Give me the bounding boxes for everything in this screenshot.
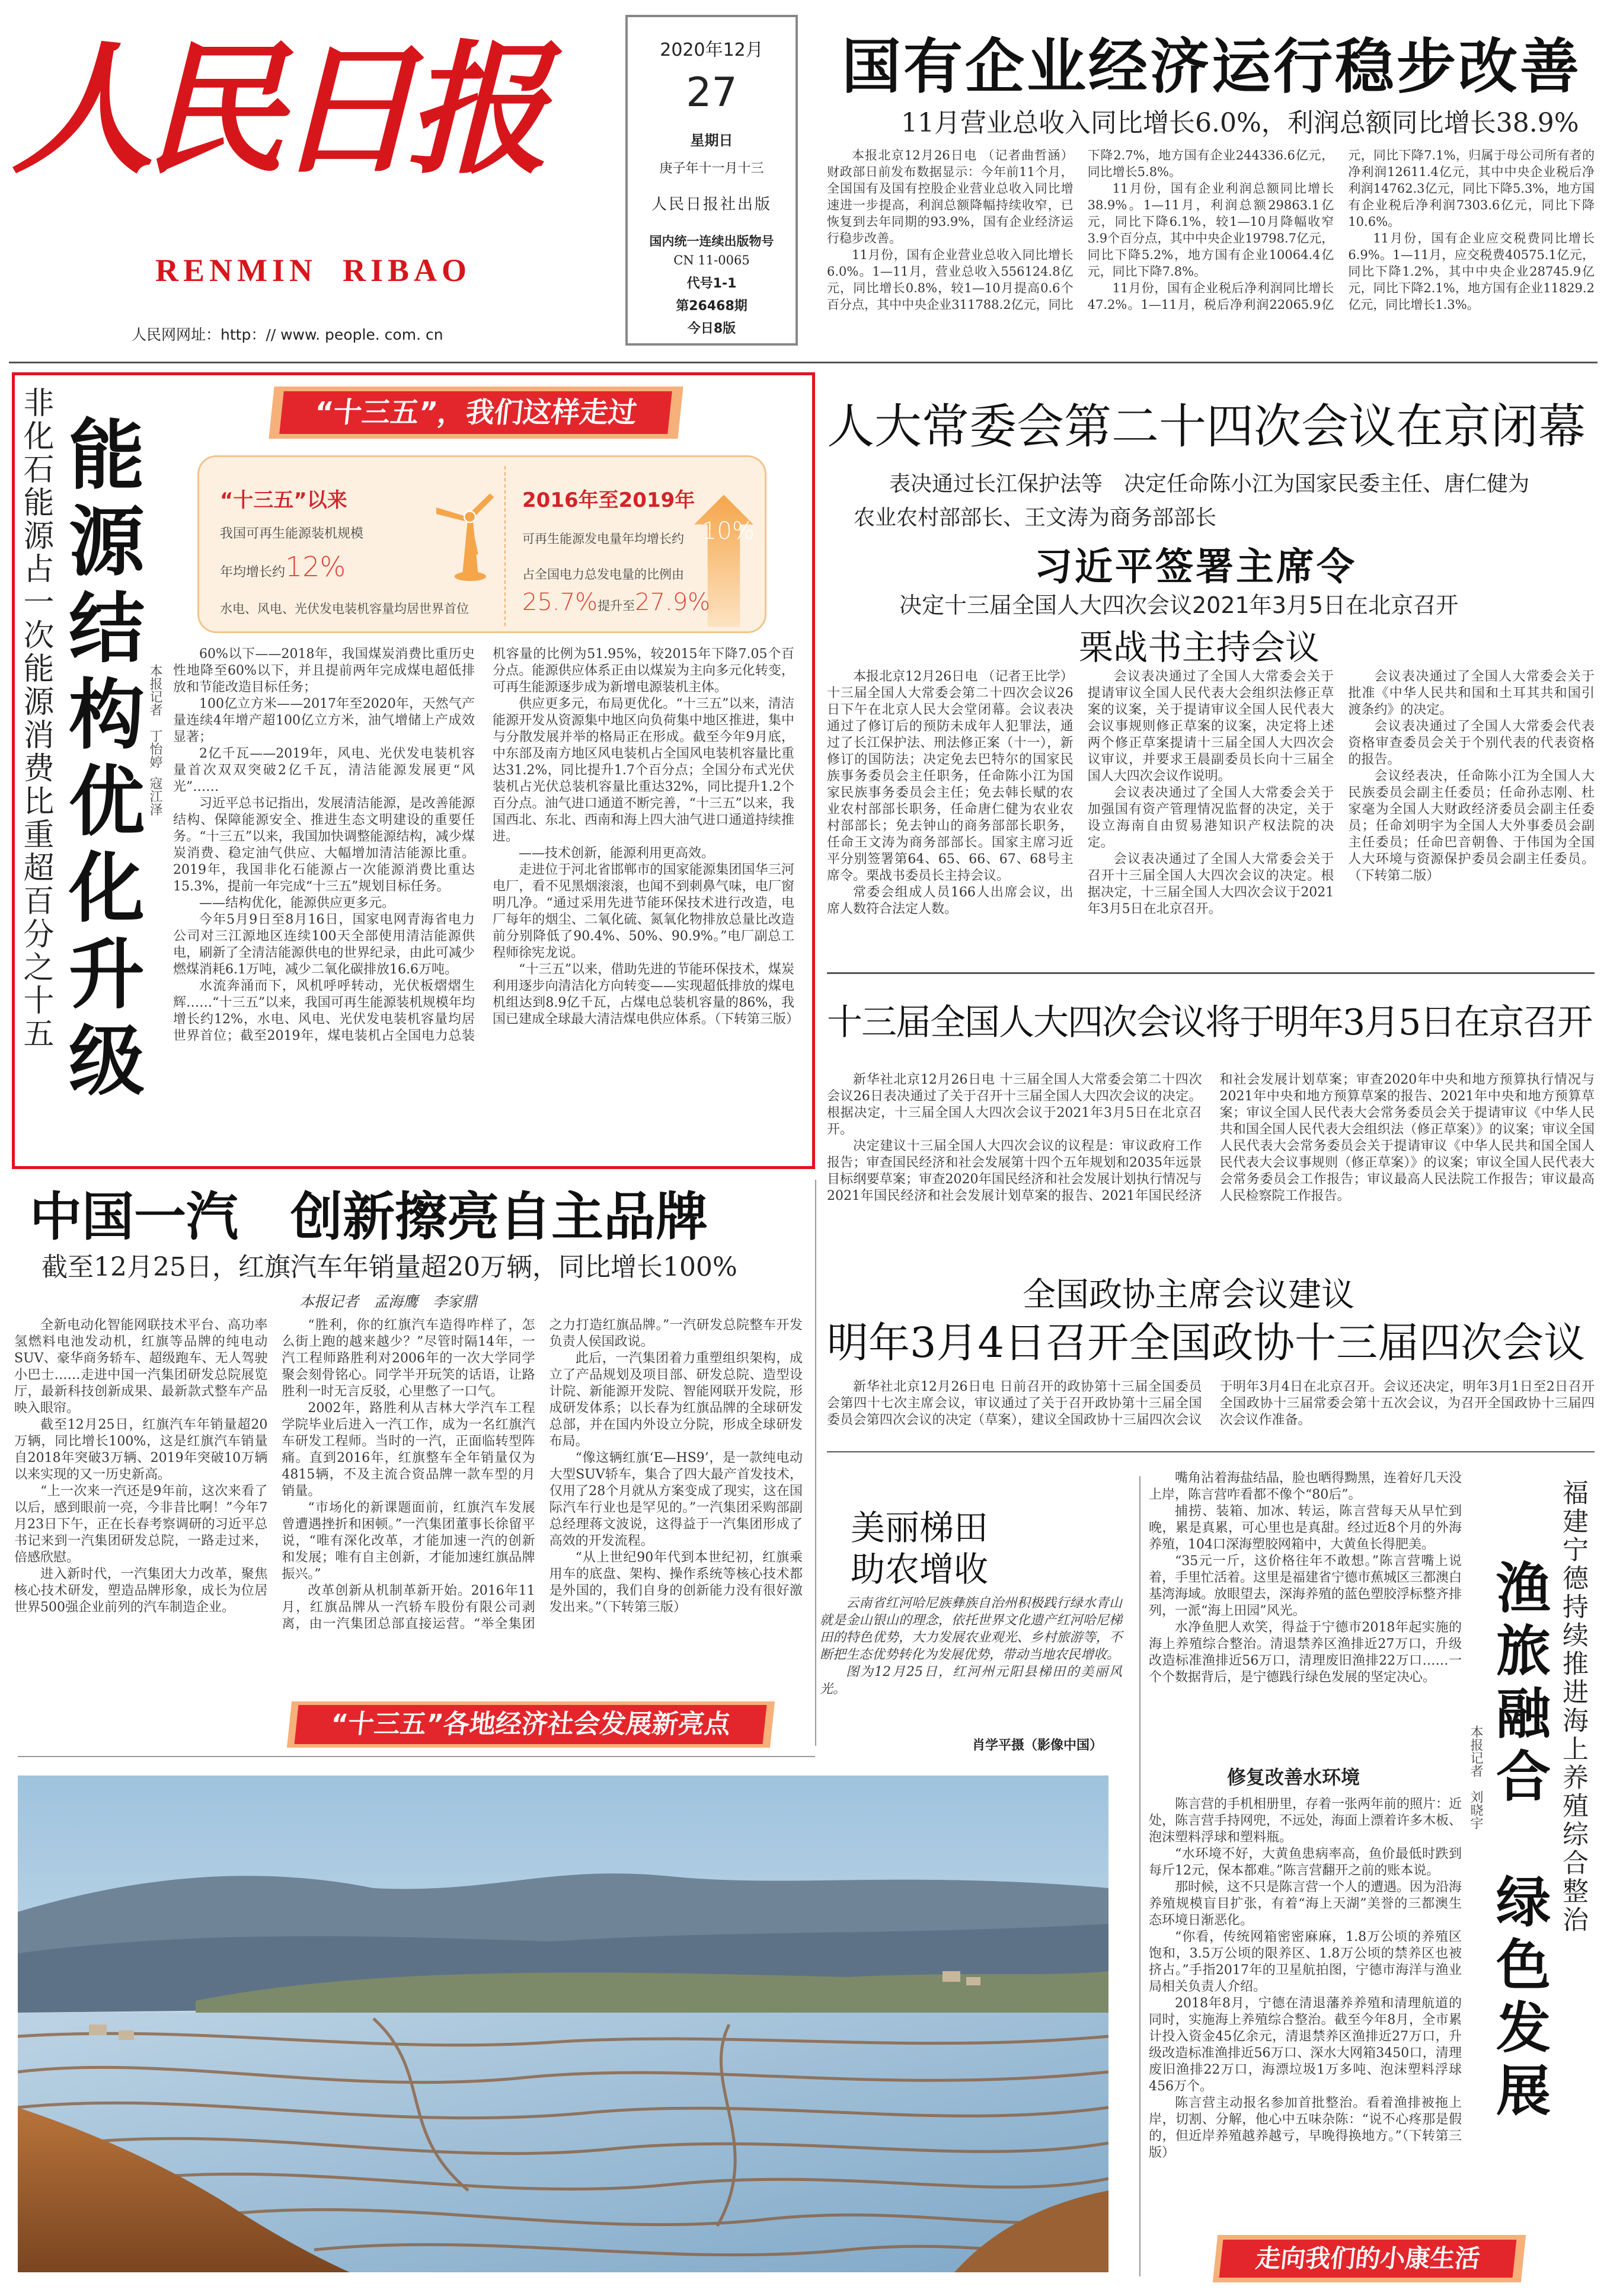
paragraph: 11月份，国有企业利润总额同比增长38.9%。1—11月，利润总额29863.1亿元，同比下降6.1%，较1—10月降幅收窄3.9个百分点，其中中央企业19798.7亿元，同比下降5.2%，地方国有企业10064.4亿元，同比下降7.8%。	[1087, 181, 1334, 279]
infographic-left-title: “十三五”以来	[220, 488, 347, 512]
paragraph: 水流奔涌而下，风机呼呼转动，光伏板熠熠生辉……“十三五”以来，我国可再生能源装机规模年均增长约12%，水电、风电、光伏发电装机容量均居世界首位；截至2019年，煤电装机占全国电力总装机容量的比例为51.95%，较2015年下降7.05个百分点。能源供应体系正由以煤炭为主向多元化转变，可再生能源逐步成为新增电源装机主体。	[173, 647, 794, 1043]
paragraph: 100亿立方米——2017年至2020年，天然气产量连续4年增产超100亿立方米，油气增储上产成效显著；	[173, 697, 475, 745]
paragraph: 本报北京12月26日电 （记者王比学）十三届全国人大常委会第二十四次会议26日下午在北京人民大会堂闭幕。会议表决通过了修订后的预防未成年人犯罪法，通过了长江保护法、刑法修正案（十一），新修订的国防法；决定免去巴特尔的国家民族事务委员会主任职务，任命陈小江为国家民族事务委员会主任；免去韩长赋的农业农村部部长职务，任命唐仁健为农业农村部部长；免去钟山的商务部部长职务，任命王文涛为商务部部长。国家主席习近平分别签署第64、65、66、67、68号主席令。栗战书委员长主持会议。	[827, 669, 1074, 883]
divider	[9, 362, 1598, 363]
date-publisher: 人民日报社出版	[651, 196, 772, 213]
npc-session-headline: 十三届全国人大四次会议将于明年3月5日在京召开	[827, 1002, 1592, 1043]
infographic-left-line1: 我国可再生能源装机规模	[220, 526, 364, 541]
paragraph: 改革创新从机制革新开始。2016年11月，红旗品牌从一汽轿车股份有限公司剥离，由一汽集团总部直接运营。“举全集团之力打造红旗品牌。”一汽研发总院整车开发负责人侯国政说。	[282, 1318, 803, 1631]
paragraph: 2018年8月，宁德在清退藩养养殖和清理航道的同时，实施海上养殖综合整治。截至今年8月，全市累计投入资金45亿余元，清退禁养区渔排近27万口，升级改造标准渔排近56万口、深水大网箱3450口，清理废旧渔排22万口，海漂垃圾1万多吨、泡沫塑料浮球456万个。	[1149, 1996, 1462, 2094]
energy-subheadline: 非化石能源占一次能源消费比重超百分之十五	[18, 387, 53, 1050]
date-weekday: 星期日	[690, 132, 733, 149]
date-day: 27	[686, 69, 737, 116]
infographic-right-to: 27.9%	[635, 589, 711, 616]
lead-subheadline: 11月营业总收入同比增长6.0%，利润总额同比增长38.9%	[901, 108, 1579, 138]
paragraph: “从上世纪90年代到本世纪初，红旗乘用车的底盘、架构、操作系统等核心技术都是外国的，我们自身的创新能力没有很好激发出来。”（下转第三版）	[549, 1550, 803, 1615]
terrace-title-1: 美丽梯田	[851, 1508, 989, 1548]
date-box	[625, 15, 798, 346]
faw-headline: 中国一汽 创新擦亮自主品牌	[30, 1186, 708, 1247]
faw-subheadline: 截至12月25日，红旗汽车年销量超20万辆，同比增长100%	[41, 1252, 737, 1282]
infographic-right-line1: 可再生能源发电量年均增长约	[522, 532, 684, 546]
paragraph: 陈言营主动报名参加首批整治。看着渔排被拖上岸，切割、分解，他心中五味杂陈：“说不心疼那是假的，但近岸养殖越养越亏，早晚得换地方。”（下转第三版）	[1149, 2096, 1462, 2160]
infographic-right-from: 25.7%	[522, 589, 598, 616]
fishery-body-b	[1149, 1796, 1462, 2161]
terrace-photo	[18, 1776, 1108, 2272]
infographic-right-line2: 占全国电力总发电量的比例由	[522, 567, 684, 582]
faw-body	[14, 1317, 803, 1633]
paragraph: 走进位于河北省邯郸市的国家能源集团国华三河电厂，看不见黑烟滚滚，也闻不到刺鼻气味，电厂窗明几净。“通过采用先进节能环保技术进行改造，电厂每年的烟尘、二氧化硫、氮氧化物排放总量比改造前分别降低了90.4%、50%、90.9%。”电厂副总工程师徐宪龙说。	[493, 863, 794, 960]
paragraph: 常委会组成人员166人出席会议，出席人数符合法定人数。	[827, 885, 1074, 917]
date-pages: 今日8版	[687, 321, 736, 336]
paragraph: “上一次来一汽还是9年前，这次来看了以后，感到眼前一亮，今非昔比啊！”今年7月23日下午，正在长春考察调研的习近平总书记来到一汽集团研发总院，一路走过来，倍感欣慰。	[14, 1484, 268, 1565]
paragraph: 供应更多元，布局更优化。“十三五”以来，清洁能源开发从资源集中地区向负荷集中地区推进，集中与分散发展并举的格局正在形成。截至今年9月底，中东部及南方地区风电装机占全国风电装机容量比重达31.2%，同比提升1.7个百分点；全国分布式光伏装机占光伏总装机容量比重达32%，同比提升1.2个百分点。油气进口通道不断完善，“十三五”以来，我国西北、东北、西南和海上四大油气进口通道持续推进。	[493, 697, 794, 844]
energy-infographic	[197, 455, 766, 633]
paragraph: 今年5月9日至8月16日，国家电网青海省电力公司对三江源地区连续100天全部使用清洁能源供电，刷新了全清洁能源供电的世界纪录，由此可减少燃煤消耗6.1万吨，减少二氧化碳排放16.6万吨。	[173, 912, 475, 977]
paragraph: 云南省红河哈尼族彝族自治州积极践行绿水青山就是金山银山的理念，依托世界文化遗产红河哈尼梯田的特色优势，大力发展农业观光、乡村旅游等，不断把生态优势转化为发展优势，带动当地农民增收。	[820, 1596, 1122, 1662]
infographic-left-value: 12%	[285, 551, 346, 583]
paragraph: ——技术创新，能源利用更高效。	[519, 846, 715, 861]
paragraph: 会议表决通过了全国人大常委会关于批准《中华人民共和国和土耳其共和国引渡条约》的决定。	[1348, 669, 1595, 717]
fishery-headline: 渔旅融合 绿色发展	[1487, 1559, 1551, 2125]
paragraph: “十三五”以来，借助先进的节能环保技术，煤炭利用逐步向清洁化方向转变——实现超低排放的煤电机组达到8.9亿千瓦，占煤电总装机容量的86%，我国已建成全球最大清洁煤电供应体系。（下转第三版）	[493, 962, 800, 1027]
infographic-left-line3: 水电、风电、光伏发电装机容量均居世界首位	[220, 602, 469, 616]
paragraph: ——结构优化，能源供应更多元。	[199, 896, 395, 911]
paragraph: 嘴角沾着海盐结晶，脸也晒得黝黑，连着好几天没上岸，陈言营咋看都不像个“80后”。	[1149, 1471, 1462, 1502]
fishery-byline: 本报记者 刘晓宇	[1468, 1725, 1483, 1829]
paragraph: 会议经表决，任命陈小江为全国人大民族委员会副主任委员；任命孙志刚、杜家毫为全国人大财政经济委员会副主任委员；任命刘明宇为全国人大外事委员会副主任委员；任命巴音朝鲁、于伟国为全国人大环境与资源保护委员会副主任委员。（下转第二版）	[1348, 769, 1595, 883]
date-cn: CN 11-0065	[673, 253, 750, 267]
cppcc-kicker: 全国政协主席会议建议	[1023, 1276, 1354, 1314]
faw-byline: 本报记者 孟海鹰 李家鼎	[299, 1293, 478, 1310]
paragraph: “水环境不好，大黄鱼患病率高，鱼价最低时跌到每斤12元，保本都难。”陈言营翻开之前的账本说。	[1149, 1847, 1462, 1878]
lead-headline: 国有企业经济运行稳步改善	[842, 32, 1582, 101]
npc-subheadline-3: 决定十三届全国人大四次会议2021年3月5日在北京召开	[899, 592, 1459, 618]
terrace-caption	[820, 1595, 1122, 1698]
npc-headline: 人大常委会第二十四次会议在京闭幕	[827, 399, 1586, 454]
paragraph: 习近平总书记指出，发展清洁能源，是改善能源结构、保障能源安全、推进生态文明建设的重要任务。“十三五”以来，我国加快调整能源结构，减少煤炭消费、稳定油气供应、大幅增加清洁能源比重。2019年，我国非化石能源占一次能源消费比重达15.3%，提前一年完成“十三五”规划目标任务。	[173, 796, 475, 894]
lead-body	[827, 147, 1595, 313]
masthead-website: 人民网网址：http：// www. people. com. cn	[132, 326, 443, 343]
paragraph: 2亿千瓦——2019年，风电、光伏发电装机容量首次双双突破2亿千瓦，清洁能源发展更“风光”……	[173, 746, 475, 794]
npc-body	[827, 669, 1595, 918]
paragraph: 那时候，这不只是陈言营一个人的遭遇。因为沿海养殖规模盲目扩张，有着“海上天湖”美誉的三都澳生态环境日渐恶化。	[1149, 1880, 1462, 1928]
paragraph: “35元一斤，这价格往年不敢想。”陈言营嘴上说着，手里忙活着。这里是福建省宁德市蕉城区三都澳白基湾海域。放眼望去，深海养殖的蓝色塑胶浮标整齐排列，一派“海上田园”风光。	[1149, 1554, 1462, 1618]
paragraph: 此后，一汽集团着力重塑组织架构，成立了产品规划及项目部、研发总院、造型设计院、新能源开发院、智能网联开发院，形成研发体系；以长春为红旗品牌的全球研发总部，并在国内外设立分院，形成全球研发布局。	[549, 1351, 803, 1449]
date-serial-label: 国内统一连续出版物号	[649, 234, 774, 248]
npc-subheadline-2: 农业农村部部长、王文涛为商务部部长	[854, 506, 1217, 530]
date-code: 代号1-1	[686, 276, 737, 291]
energy-headline: 能源结构优化升级	[56, 415, 144, 1107]
paragraph: 60%以下——2018年，我国煤炭消费比重历史性地降至60%以下，并且提前两年完成煤电超低排放和节能改造目标任务；	[173, 647, 475, 695]
npc-headline-3: 栗战书主持会议	[1079, 627, 1320, 668]
paragraph: 会议表决通过了全国人大常委会关于加强国有资产管理情况监督的决定，关于设立海南自由贸易港知识产权法院的决定。	[1087, 785, 1334, 850]
fishery-section-heading: 修复改善水环境	[1227, 1766, 1360, 1789]
wind-turbine-icon	[436, 481, 501, 599]
cppcc-headline: 明年3月4日召开全国政协十三届四次会议	[827, 1318, 1586, 1367]
terrace-photo-credit: 肖学平摄（影像中国）	[972, 1738, 1103, 1753]
divider	[815, 1180, 816, 1746]
faw-banner: “十三五”各地经济社会发展新亮点	[295, 1705, 767, 1744]
date-issue: 第26468期	[676, 299, 747, 314]
infographic-right-mid: 提升至	[598, 599, 635, 613]
paragraph: 11月份，国有企业税后净利润同比增长47.2%。1—11月，税后净利润22065.9亿元，同比下降7.1%，归属于母公司所有者的净利润12611.4亿元，其中中央企业税后净利润14762.3亿元，同比下降5.3%，地方国有企业税后净利润7303.6亿元，同比下降10.6%。	[1087, 148, 1595, 312]
infographic-divider	[504, 466, 506, 626]
divider	[827, 1451, 1595, 1452]
fishery-body-a	[1149, 1470, 1462, 1686]
paragraph: 会议表决通过了全国人大常委会关于提请审议全国人民代表大会组织法修正草案的议案，关于提请审议全国人民代表大会议事规则修正草案的议案，决定将上述两个修正草案提请十三届全国人大四次会议审议，并要求王晨副委员长向十三届全国人大四次会议作说明。	[1087, 669, 1334, 784]
energy-body	[173, 646, 800, 1045]
paragraph: 会议表决通过了全国人大常委会关于召开十三届全国人大四次会议的决定。根据决定，十三届全国人大四次会议于2021年3月5日在北京召开。	[1087, 852, 1334, 917]
paragraph: 截至12月25日，红旗汽车年销量超20万辆，同比增长100%，这是红旗汽车销量自2018年突破3万辆、2019年突破10万辆以来实现的又一历史新高。	[14, 1417, 268, 1482]
paragraph: 本报北京12月26日电 （记者曲哲涵）财政部日前发布数据显示：今年前11个月，全国国有及国有控股企业营业总收入同比增速进一步提高，利润总额降幅持续收窄，已恢复到去年同期的93.9%，国有企业经济运行稳步改善。	[827, 148, 1074, 245]
paragraph: 全新电动化智能网联技术平台、高功率氢燃料电池发动机，红旗等品牌的纯电动SUV、豪华商务轿车、超级跑车、无人驾驶小巴士……走进中国一汽集团研发总院展览厅，最新科技创新成果、最新款式整车产品映入眼帘。	[14, 1318, 268, 1416]
paragraph: “市场化的新课题面前，红旗汽车发展曾遭遇挫折和困顿。”一汽集团董事长徐留平说，“唯有深化改革，才能加速一汽的创新和发展；唯有自主创新，才能加速红旗品牌振兴。”	[282, 1500, 535, 1582]
divider	[1139, 1476, 1140, 2276]
paragraph: 11月份，国有企业应交税费同比增长6.9%。1—11月，应交税费40575.1亿元，同比下降1.2%，其中中央企业28745.9亿元，同比下降2.1%，地方国有企业11829.2亿元，同比增长1.3%。	[1348, 231, 1595, 312]
divider	[827, 972, 1595, 974]
paragraph: 11月份，国有企业营业总收入同比增长6.0%。1—11月，营业总收入556124.8亿元，同比增长0.8%，较1—10月提高0.6个百分点，其中中央企业311788.2亿元，同比下降2.7%，地方国有企业244336.6亿元，同比增长5.8%。	[827, 148, 1334, 312]
energy-byline-label: 本报记者	[148, 664, 162, 716]
fishery-subheadline: 福建宁德持续推进海上养殖综合整治	[1558, 1479, 1588, 1934]
paragraph: 新华社北京12月26日电 十三届全国人大常委会第二十四次会议26日表决通过了关于召开十三届全国人大四次会议的决定。根据决定，十三届全国人大四次会议于2021年3月5日在北京召开。	[827, 1072, 1202, 1137]
npc-session-body	[827, 1072, 1595, 1205]
infographic-left-line2: 年均增长约	[220, 565, 286, 580]
paragraph: “像这辆红旗‘E—HS9’，是一款纯电动大型SUV轿车，集合了四大最产首发技术，仅用了28个月就从方案变成了现实，这在国际汽车行业也是罕见的。”一汽集团采购部副总经理蒋文波说，这得益于一汽集团形成了高效的开发流程。	[549, 1451, 803, 1548]
paragraph: 水净鱼肥人欢笑，得益于宁德市2018年起实施的海上养殖综合整治。清退禁养区渔排近27万口，升级改造标准渔排近56万口，清理废旧渔排22万口……一个个数据背后，是宁德践行绿色发展的坚定决心。	[1149, 1620, 1462, 1685]
paragraph: 陈言营的手机相册里，存着一张两年前的照片：近处，陈言营手持网兜，不远处，海面上漂着许多木板、泡沫塑料浮球和塑料瓶。	[1149, 1797, 1462, 1845]
energy-byline-names: 丁怡婷 寇江泽	[148, 729, 162, 816]
paragraph: “你看，传统网箱密密麻麻，1.8万公顷的养殖区饱和，3.5万公顷的限养区、1.8万公顷的禁养区也被挤占。”手指2017年的卫星航拍图，宁德市海洋与渔业局相关负责人介绍。	[1149, 1930, 1462, 1994]
paragraph: 会议表决通过了全国人大常委会代表资格审查委员会关于个别代表的代表资格的报告。	[1348, 719, 1595, 767]
npc-subheadline-1: 表决通过长江保护法等 决定任命陈小江为国家民委主任、唐仁健为	[889, 472, 1530, 496]
paragraph: 新华社北京12月26日电 日前召开的政协第十三届全国委员会第四十七次主席会议，审议通过了关于召开政协第十三届全国委员会第四次会议的决定（草案），建议全国政协十三届四次会议于明年3月4日在北京召开。会议还决定，明年3月1日至2日召开全国政协十三届常委会第十五次会议，为召开全国政协十三届四次会议作准备。	[827, 1379, 1595, 1428]
date-year-month: 2020年12月	[660, 40, 763, 60]
paragraph: 进入新时代，一汽集团大力改革，聚焦核心技术研发，塑造品牌形象，成长为位居世界500强企业前列的汽车制造企业。	[14, 1567, 268, 1615]
terrace-title-2: 助农增收	[851, 1549, 989, 1589]
paragraph: “胜利，你的红旗汽车造得咋样了，怎么街上跑的越来越少？”尽管时隔14年，一汽工程师路胜利对2006年的一次大学同学聚会刻骨铭心。同学半开玩笑的话语，让路胜利一时无言反驳，心里憋了一口气。	[282, 1318, 535, 1399]
infographic-right-title: 2016年至2019年	[522, 488, 695, 512]
paragraph: 图为12月25日，红河州元阳县梯田的美丽风光。	[820, 1665, 1122, 1697]
bottom-banner: 走向我们的小康生活	[1219, 2240, 1517, 2278]
cppcc-body	[827, 1379, 1595, 1429]
infographic-right-value1: 10%	[702, 518, 755, 545]
paragraph: 捕捞、装箱、加冰、转运，陈言营每天从早忙到晚，累是真累，可心里也是真甜。经过近8个月的外海养殖，104口深海塑胶网箱中，大黄鱼长得肥美。	[1149, 1504, 1462, 1552]
energy-banner: “十三五”，我们这样走过	[279, 391, 672, 434]
date-lunar: 庚子年十一月十三	[659, 161, 764, 176]
masthead-romanized: RENMIN RIBAO	[155, 253, 472, 288]
paragraph: 2002年，路胜利从吉林大学汽车工程学院毕业后进入一汽工作，成为一名红旗汽车研发工程师。当时的一汽，正面临转型阵痛。直到2016年，红旗整车全年销量仅为4815辆，不及主流合资品牌一款车型的月销量。	[282, 1401, 535, 1499]
npc-headline-2: 习近平签署主席令	[1034, 545, 1357, 589]
divider	[18, 1756, 815, 1757]
masthead-logo: 人民日报	[12, 26, 539, 193]
paragraph: 决定建议十三届全国人大四次会议的议程是：审议政府工作报告；审查国民经济和社会发展第十四个五年规划和2035年远景目标纲要草案；审查2020年国民经济和社会发展计划执行情况与2021年国民经济和社会发展计划草案的报告、2021年国民经济和社会发展计划草案；审查2020年中央和地方预算执行情况与2021年中央和地方预算草案的报告、2021年中央和地方预算草案；审议全国人民代表大会常务委员会关于提请审议《中华人民共和国全国人民代表大会组织法（修正草案）》的议案；审议全国人民代表大会常务委员会关于提请审议《中华人民共和国全国人民代表大会议事规则（修正草案）》的议案；审议全国人民代表大会常务委员会工作报告；审议最高人民法院工作报告；审议最高人民检察院工作报告。	[827, 1072, 1595, 1203]
